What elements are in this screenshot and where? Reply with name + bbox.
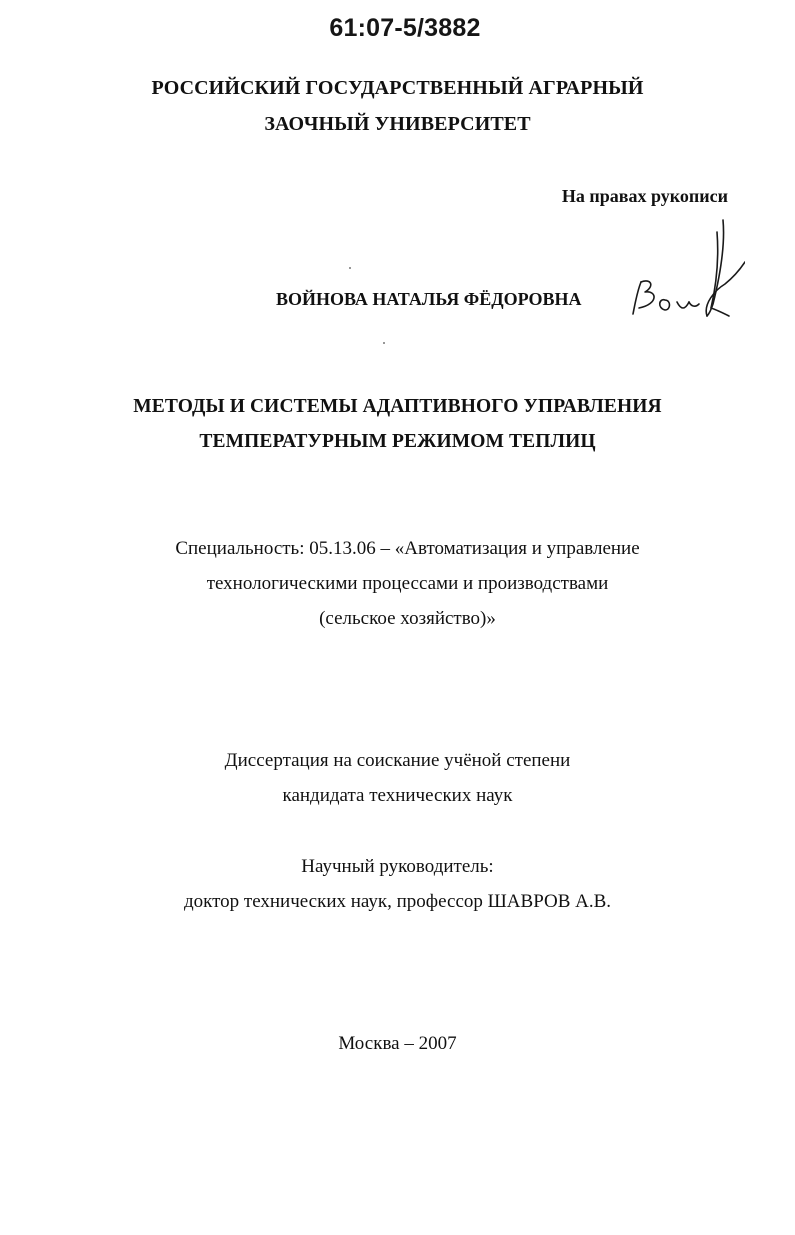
- archive-stamp: 61:07-5/3882: [329, 14, 481, 42]
- place-and-year: Москва – 2007: [338, 1033, 457, 1054]
- supervisor-name: доктор технических наук, профессор ШАВРОВ А.В.: [183, 891, 612, 912]
- university-name-line2: ЗАОЧНЫЙ УНИВЕРСИТЕТ: [264, 113, 531, 135]
- specialty-line2: технологическими процессами и производствами: [206, 573, 609, 594]
- author-name: ВОЙНОВА НАТАЛЬЯ ФЁДОРОВНА: [276, 289, 582, 309]
- scan-speck: [349, 267, 351, 269]
- manuscript-rights-note: На правах рукописи: [561, 186, 728, 206]
- specialty-line1: Специальность: 05.13.06 – «Автоматизация и управление: [175, 538, 640, 559]
- handwritten-signature: [625, 212, 745, 330]
- specialty-line3: (сельское хозяйство)»: [319, 608, 496, 629]
- thesis-title-line2: ТЕМПЕРАТУРНЫМ РЕЖИМОМ ТЕПЛИЦ: [199, 431, 596, 452]
- university-name-line1: РОССИЙСКИЙ ГОСУДАРСТВЕННЫЙ АГРАРНЫЙ: [151, 77, 644, 99]
- degree-line2: кандидата технических наук: [282, 785, 513, 806]
- supervisor-label: Научный руководитель:: [301, 856, 494, 877]
- thesis-title-line1: МЕТОДЫ И СИСТЕМЫ АДАПТИВНОГО УПРАВЛЕНИЯ: [133, 396, 662, 417]
- degree-line1: Диссертация на соискание учёной степени: [224, 750, 571, 771]
- scan-speck: [383, 342, 385, 344]
